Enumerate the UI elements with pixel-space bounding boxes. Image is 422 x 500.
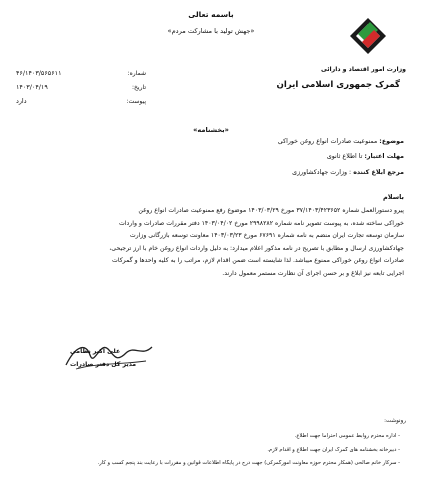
- subject-label: موضوع:: [379, 138, 404, 145]
- issuer-label: مرجع ابلاغ کننده: [353, 169, 404, 176]
- date-value: ۱۴۰۳/۰۴/۱۹: [16, 83, 48, 91]
- customs-name: گمرک جمهوری اسلامی ایران: [276, 80, 400, 90]
- letter-meta: [16, 66, 146, 108]
- body-line: خوراکی ساخته شده، به پیوست تصویر نامه شماره ۲۹۹۸۲۸۲ مورخ ۱۴۰۳/۰۴/۰۲ دفتر مقررات صادرات و واردات: [118, 219, 404, 227]
- meta-number-row: [16, 66, 146, 80]
- meta-attachment-row: [16, 94, 146, 108]
- letter-body: [16, 205, 404, 281]
- number-value: ۴۶/۱۴۰۳/۵۶۵۶۱۱: [16, 69, 62, 77]
- body-line: جهادکشاورزی ارسال و مطابق با تصریح در نامه مذکور اعلام میدارد: به دلیل واردات انواع روغن خام با ارز ترجیحی،: [109, 244, 404, 252]
- signatory-name: علی اکبر نظامی: [70, 348, 121, 355]
- copies-label: رونوشت:: [384, 418, 406, 424]
- body-line: اجرایی تابعه نیز ابلاغ و بر حسن اجرای آن نظارت مستمر معمول دارند.: [222, 269, 404, 277]
- copy-recipient: - دبیرخانه بخشنامه های گمرک ایران جهت اطلاع و اقدام لازم.: [267, 447, 400, 453]
- body-line: سازمان توسعه تجارت ایران منضم به نامه شماره ۶۷۶۹۱ مورخ ۱۴۰۳/۰۳/۲۳ معاونت توسعه بازرگانی وزارت: [129, 232, 404, 240]
- validity-label: مهلت اعتبار:: [364, 153, 404, 160]
- handwritten-signature-icon: [56, 335, 166, 375]
- subject-field: [278, 138, 404, 145]
- body-line: پیرو دستورالعمل شماره ۳۷/۱۴۰۳/۴۲۳۶۵۲ مورخ ۱۴۰۳/۰۳/۲۹ موضوع رفع ممنوعیت صادرات انواع روغن: [138, 207, 404, 214]
- slogan: «جهش تولید با مشارکت مردم»: [167, 27, 255, 35]
- issuer-field: [292, 169, 404, 176]
- customs-logo-icon: [348, 16, 388, 56]
- ministry-name: وزارت امور اقتصاد و دارائی: [320, 66, 406, 73]
- bismillah-heading: باسمه تعالی: [188, 10, 234, 19]
- attachment-label: پیوست:: [126, 97, 146, 105]
- document-title: «بخشنامه»: [193, 126, 229, 134]
- subject-value: ممنوعیت صادرات انواع روغن خوراکی: [277, 138, 378, 145]
- date-label: تاریخ:: [132, 83, 146, 91]
- validity-field: [327, 153, 404, 160]
- copy-recipient: - اداره محترم روابط عمومی احتراماً جهت اطلاع.: [294, 433, 400, 439]
- validity-value: تا اطلاع ثانوی: [326, 153, 363, 160]
- signatory-title: مدیر کل دفتر صادرات: [70, 361, 137, 368]
- issuer-value: : وزارت جهادکشاورزی: [292, 169, 352, 176]
- greeting: باسلام: [383, 193, 404, 201]
- copy-recipient: - سرکار خانم صالحی (همکار محترم حوزه معاونت امورگمرکی) جهت درج در پایگاه اطلاعات قوانین و مقررات با رعایت بند پنجم کسب و کار.: [97, 460, 400, 466]
- attachment-value: دارد: [16, 97, 27, 105]
- number-label: شماره:: [127, 69, 146, 77]
- body-line: صادرات انواع روغن خوراکی ممنوع میباشد. لذا شایسته است ضمن اقدام لازم، مراتب را به کلیه واحدها و گمرکات: [112, 257, 404, 265]
- meta-date-row: [16, 80, 146, 94]
